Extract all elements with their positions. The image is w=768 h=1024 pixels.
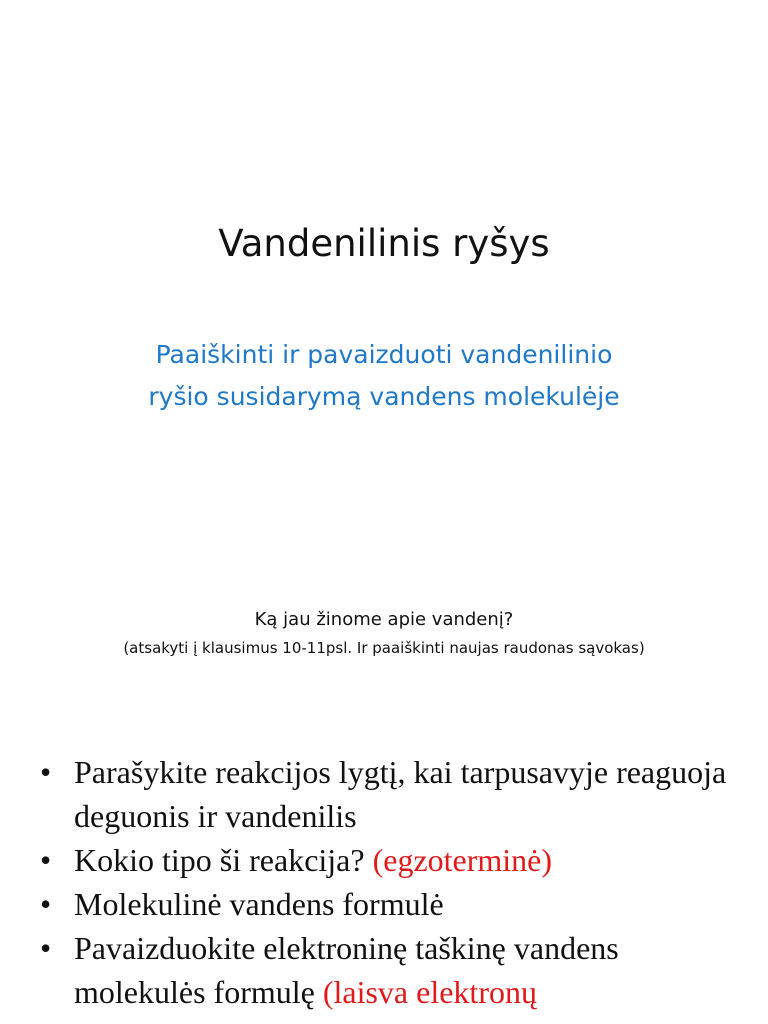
bullet-text: Molekulinė vandens formulė bbox=[74, 886, 444, 922]
list-item bbox=[40, 838, 740, 882]
bullet-icon: • bbox=[40, 930, 52, 966]
answer-text: (laisva elektronų bbox=[322, 974, 537, 1010]
question-note: (atsakyti į klausimus 10-11psl. Ir paaiškinti naujas raudonas sąvokas) bbox=[123, 639, 645, 657]
list-item bbox=[40, 926, 740, 1014]
bullet-icon: • bbox=[40, 886, 52, 922]
slide-subtitle bbox=[40, 334, 728, 418]
subtitle-line-1: Paaiškinti ir pavaizduoti vandenilinio bbox=[155, 340, 613, 369]
bullet-list bbox=[40, 750, 740, 1014]
bullet-icon: • bbox=[40, 754, 52, 790]
subtitle-line-2: ryšio susidarymą vandens molekulėje bbox=[148, 382, 620, 411]
bullet-text: Kokio tipo ši reakcija? bbox=[74, 842, 373, 878]
question-heading: Ką jau žinome apie vandenį? bbox=[254, 609, 514, 630]
list-item bbox=[40, 750, 740, 838]
bullet-text: Parašykite reakcijos lygtį, kai tarpusavyje reaguoja deguonis ir vandenilis bbox=[74, 754, 727, 834]
list-item bbox=[40, 882, 740, 926]
bullet-icon: • bbox=[40, 842, 52, 878]
bullet-text: Pavaizduokite elektroninę taškinę vandens molekulės formulę bbox=[74, 930, 619, 1010]
slide-title: Vandenilinis ryšys bbox=[218, 222, 550, 265]
answer-text: (egzoterminė) bbox=[372, 842, 553, 878]
